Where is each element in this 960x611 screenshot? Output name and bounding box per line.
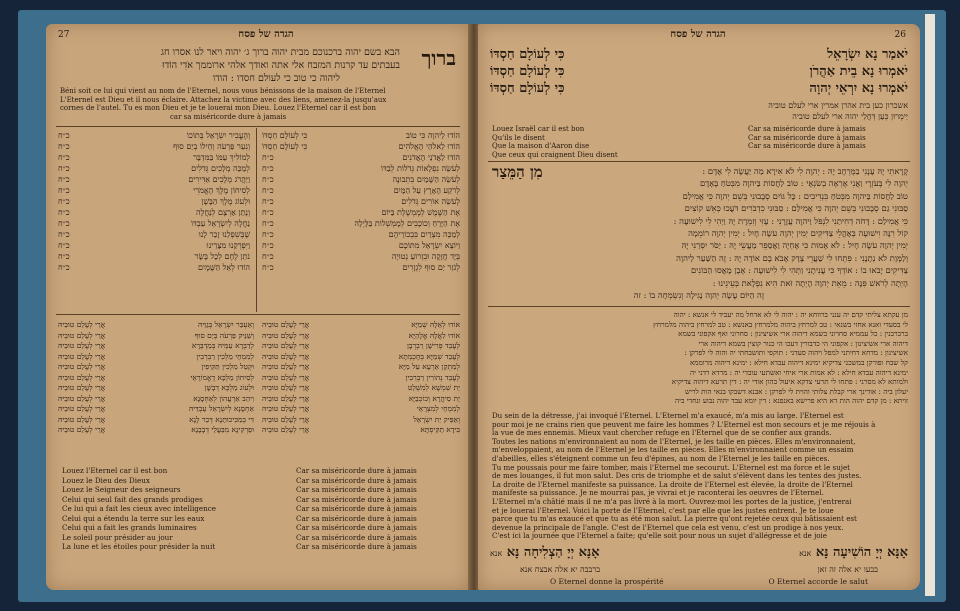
aramaic-line: בִּידָא תַקִּיפְתָּא bbox=[420, 425, 460, 434]
french-line: La lune et les étoiles pour présider la nuit bbox=[62, 542, 216, 551]
hallel-line: לְעֹשֵׂה הַשָּׁמַיִם בִּתְבוּנָה bbox=[392, 175, 460, 184]
french-line: Toutes les nations m'environnaient au nom de l'Eternel, je les taille en pièces. Elles m'environnaient, bbox=[492, 437, 856, 446]
refrain: כִּי לְעוֹלָם חַסְדּוֹ bbox=[490, 47, 565, 62]
french-line: Tu me poussais pour me faire tomber, mais l'Eternel me secourut. L'Eternel est ma force et le sujet bbox=[492, 463, 850, 472]
yomar-line: יֹאמַר נָא יִשְׂרָאֵל bbox=[827, 47, 908, 62]
french-line: pour moi je ne crains rien que peuvent me faire les hommes ? L'Eternel est mon secours et je me réjouis à bbox=[492, 420, 876, 429]
hebrew-line: יְהוָה לִי בְּעֹזְרָי וַאֲנִי אֶרְאֶה בְשֹׂנְאָי : טוֹב לַחֲסוֹת בַּיהוָה מִבְּטֹחַ בָּאָדָם bbox=[699, 178, 908, 189]
french-line: C'est ici la journée que l'Eternel a faite; qu'elle soit pour nous un sujet d'allégresse et de joie bbox=[492, 532, 828, 541]
hallel-line: בְּיָד חֲזָקָה וּבִזְרוֹעַ נְטוּיָה bbox=[391, 252, 460, 261]
aramaic-line: יעלון ביה : אודינך ארי קבלת צלותי והוית לי לפרקן : אבנא דשבקו בנאי הות לריש bbox=[685, 386, 908, 396]
baruch-line: בעבתים עד קרנות המזבח אלי אתה ואודך אלהי ארוממך אֹדִי הוֹדוּ bbox=[162, 60, 400, 71]
french-line: de mes louanges, il fut mon salut. Des cris de triomphe et de salut s'élèvent dans les tentes des justes. bbox=[492, 472, 862, 481]
french-list-left bbox=[62, 466, 262, 552]
french-line: L'Eternel m'a châtié mais il ne m'a pas livré à la mort. Ouvrez-moi les portes de la justice, j'entrerai bbox=[492, 497, 852, 506]
french-line: Louez le Dieu des Dieux bbox=[62, 475, 150, 485]
aramaic-refrain: אֲרֵי לְעָלַם טוּבֵיהּ bbox=[262, 320, 310, 329]
aramaic-refrain: אֲרֵי לְעָלַם טוּבֵיהּ bbox=[58, 383, 106, 392]
refrain-short: כ״ח bbox=[58, 263, 70, 272]
hallel-line: הוֹדוּ לְאֵל הַשָּׁמָיִם bbox=[197, 263, 250, 272]
french-line: Car sa miséricorde dure à jamais bbox=[748, 142, 866, 150]
aramaic-refrain: אֲרֵי לְעָלַם טוּבֵיהּ bbox=[262, 383, 310, 392]
hebrew-line: כִּי אֲמִילַם : דָּחֹה דְחִיתַנִי לִנְפֹּל וַיהוָה עֲזָרָנִי : עָזִּי וְזִמְרָת יָהּ וַיְהִי לִי לִישׁוּעָה : bbox=[673, 215, 908, 226]
refrain-short: כ״ח bbox=[262, 186, 274, 195]
aramaic-refrain: אֲרֵי לְעָלַם טוּבֵיהּ bbox=[58, 425, 106, 434]
rule bbox=[56, 314, 460, 315]
right-page bbox=[478, 24, 920, 590]
aramaic-line: לְמִמְחֵי מַלְכִין רַבְרְבִין bbox=[196, 351, 254, 361]
aramaic-line: אַחְסָנָא לְיִשְׂרָאֵל עַבְדֵּיהּ bbox=[188, 404, 254, 413]
running-head: הגדה של פסח bbox=[238, 29, 294, 40]
aramaic-line: לְמִמְחֵי לְמִצְרָאֵי bbox=[416, 404, 460, 413]
french-line: Celui qui a fait les grands luminaires bbox=[62, 523, 197, 532]
hallel-line: לְמוֹלִיךְ עַמּוֹ בַּמִּדְבָּר bbox=[193, 153, 250, 162]
aramaic-line: אשכרון כען בית אהרן אמרין ארי לעלם טוביה bbox=[768, 101, 908, 110]
hebrew-line: הָיְתָה לְרֹאשׁ פִּנָּה : מֵאֵת יְהוָה הָיְתָה זֹּאת הִיא נִפְלָאת בְּעֵינֵינוּ : bbox=[712, 277, 908, 288]
refrain-short: כ״ח bbox=[262, 197, 274, 206]
hebrew-line: וְלַמָּוֶת לֹא נְתָנָנִי : פִּתְחוּ לִי שַׁעֲרֵי צֶדֶק אָבֹא בָם אוֹדֶה יָהּ : זֶה הַשַּׁעַר לַיהוָה bbox=[676, 252, 908, 263]
refrain: כִּי לְעוֹלָם חַסְדּוֹ bbox=[262, 131, 308, 140]
french-line: d'abeilles, elles s'éteignent comme un feu d'épines, au nom de l'Eternel je les taille en pièces. bbox=[492, 454, 830, 463]
refrain-short: כ״ח bbox=[58, 142, 70, 151]
french-line: devenue la principale de l'angle. C'est de l'Eternel que cela est venu, c'est un prodige à nos yeux. bbox=[492, 523, 844, 532]
french-line: Car sa miséricorde dure à jamais bbox=[296, 532, 417, 542]
aramaic-refrain: אֲרֵי לְעָלַם טוּבֵיהּ bbox=[58, 341, 106, 350]
refrain-short: כ״ח bbox=[58, 175, 70, 184]
french-line: la vue de mes ennemis. Mieux vaut chercher refuge en l'Eternel que de se confier aux grands. bbox=[492, 429, 832, 438]
french-yomar-left bbox=[492, 125, 692, 159]
hebrew-line: סַבּוּנִי גַם סְבָבוּנִי בְּשֵׁם יְהוָה כִּי אֲמִילַם : סַבּוּנִי כִדְבֹרִים דֹּעֲכוּ כְּאֵשׁ קוֹצִים bbox=[684, 203, 908, 214]
french-line: Celui qui seul fait des grands prodiges bbox=[62, 494, 203, 504]
french-line: Car sa miséricorde dure à jamais bbox=[296, 542, 417, 551]
hallel-line: הוֹדוּ לֵאלֹהֵי הָאֱלֹהִים bbox=[398, 142, 460, 151]
page-number: 27 bbox=[58, 30, 70, 40]
hallel-column-b bbox=[58, 130, 250, 273]
hallel-line: לְמַכֵּה מְלָכִים גְּדֹלִים bbox=[191, 164, 250, 173]
aramaic-line: לְסִיחוֹן מַלְכָּא דֶאֱמוֹרָאֵי bbox=[190, 372, 254, 382]
aramaic-line: ולמותא לא מסרני : פתחו לי תרעי צדקא איעול בהון אודי יה : דין תרעא דיהוה צדיקיא bbox=[671, 377, 908, 387]
french-line: O Eternel donne la prospérité bbox=[550, 577, 664, 586]
aramaic-line: אוֹדוּ לַאֲלָהּ אֱלָהַיָּא bbox=[408, 330, 460, 340]
aramaic-line: זויתא : מן קדם יהוה הות דא היא פרישא באנפנא : דין יומא עבד יהוה נבוע ונחדי ביה bbox=[675, 396, 908, 406]
baruch-word: ברוך bbox=[421, 46, 456, 70]
refrain-short: כ״ח bbox=[58, 186, 70, 195]
aramaic-refrain: אֲרֵי לְעָלַם טוּבֵיהּ bbox=[262, 351, 310, 361]
aramaic-line: לי בסעדי ואנא אחזי בשנאי : טב למרחץ ביהוה מלמרחץ באנשא : טב למרחץ ביהוה מלמרחץ bbox=[653, 319, 908, 329]
hallel-line: לְמַכֵּה מִצְרַיִם בִּבְכוֹרֵיהֶם bbox=[388, 230, 460, 239]
french-line: La droite de l'Eternel manifeste sa puissance. La droite de l'Eternel est élevée, la droite de l'Eternel bbox=[492, 480, 853, 489]
aramaic-line: לְדַבְּרָא עַמֵּיהּ בְּמַדְבְּרָא bbox=[191, 341, 254, 350]
aramaic-line: ברבבה יא אלה אבצח אנא bbox=[520, 565, 601, 574]
hallel-line: נַחֲלָה לְיִשְׂרָאֵל עַבְדּוֹ bbox=[190, 219, 250, 228]
french-line: Le soleil pour présider au jour bbox=[62, 532, 173, 542]
french-line: Que ceux qui craignent Dieu disent bbox=[492, 150, 618, 159]
aramaic-refrain: אֲרֵי לְעָלַם טוּבֵיהּ bbox=[262, 425, 310, 434]
french-block bbox=[492, 412, 908, 541]
french-line: Qu'ils le disent bbox=[492, 133, 545, 142]
aramaic-line: לְעָבֵד נְהוֹרִין רַבְרְבִין bbox=[405, 372, 460, 382]
aramaic-line: וְשַׁנֵּיק פַּרְעֹה בְּיַם סוּף bbox=[194, 330, 254, 340]
refrain: כִּי לְעוֹלָם חַסְדּוֹ bbox=[490, 64, 565, 79]
hallel-line: לְרֹקַע הָאָרֶץ עַל הַמָּיִם bbox=[393, 186, 460, 195]
aramaic-line: יֵימְרוּן כְּעַן דְּחֲלֵי יהוה ארי לעלם טוביה bbox=[792, 112, 908, 121]
hallel-column-a bbox=[262, 130, 460, 273]
hallel-line: וַיַּהֲרֹג מְלָכִים אַדִּירִים bbox=[188, 175, 250, 184]
refrain-short: כ״ח bbox=[262, 252, 274, 261]
refrain-short: כ״ח bbox=[262, 241, 274, 250]
refrain-short: כ״ח bbox=[262, 164, 274, 173]
aramaic-refrain: אֲרֵי לְעָלַם טוּבֵיהּ bbox=[262, 372, 310, 382]
hallel-line: לְגֹזֵר יַם סוּף לִגְזָרִים bbox=[402, 263, 460, 272]
refrain-short: כ״ח bbox=[262, 175, 274, 184]
aramaic-line: יַת סִיהֲרָא וְכוֹכְבַיָּא bbox=[408, 393, 460, 403]
rule bbox=[488, 161, 910, 162]
french-line: Car sa miséricorde dure à jamais bbox=[296, 485, 417, 494]
page-edges bbox=[925, 14, 935, 596]
french-line: Du sein de la détresse, j'ai invoqué l'Eternel. L'Eternel m'a exaucé, m'a mis au large. l'Eternel est bbox=[492, 412, 844, 420]
ana-block bbox=[490, 544, 908, 563]
ana-hoshia bbox=[799, 544, 908, 563]
aramaic-line: וּקְטַל מַלְכִין תַּקִּיפִין bbox=[201, 362, 254, 371]
refrain-short: כ״ח bbox=[58, 230, 70, 239]
aramaic-line: וְאַפֵּיק יַת יִשְׂרָאֵל bbox=[413, 414, 460, 424]
refrain-short: כ״ח bbox=[58, 219, 70, 228]
refrain-short: כ״ח bbox=[262, 230, 274, 239]
aramaic-line: ימינא דיהוה עבדא חילא : לא אמות ארי איחי ואשתעי עובדי יה : מרדא רדני יה bbox=[690, 367, 908, 377]
aramaic-yomar bbox=[490, 100, 908, 122]
aramaic-line: מן עקתא צליתי קדם יה ענני ברווחא יה : יהוה לי לא אדחל מה יעביד לי אנשא : יהוה bbox=[673, 310, 908, 319]
min-hametzar-word: מִן הַמֵּצַר bbox=[492, 163, 543, 181]
french-line: Car sa miséricorde dure à jamais bbox=[748, 125, 866, 133]
french-line: Car sa miséricorde dure à jamais bbox=[748, 133, 866, 142]
hallel-line: שֶׁבְּשִׁפְלֵנוּ זָכַר לָנוּ bbox=[198, 230, 250, 239]
baruch-line: הבא בשם יהוה ברכנוכם מבית יהוה ברוך ג׳ יהוה ויאר לנו אסרו חג bbox=[160, 47, 400, 58]
hebrew-line: זֶה הַיּוֹם עָשָׂה יְהוָה נָגִילָה וְנִשְׂמְחָה בוֹ : זה bbox=[633, 290, 765, 301]
ana-repeat: אנא bbox=[490, 549, 503, 558]
hallel-line: לְסִיחוֹן מֶלֶךְ הָאֱמֹרִי bbox=[193, 186, 250, 195]
aramaic-refrain: אֲרֵי לְעָלַם טוּבֵיהּ bbox=[58, 320, 106, 329]
french-line: Car sa miséricorde dure à jamais bbox=[296, 504, 417, 513]
hallel-line: לְעֹשֵׂה נִפְלָאוֹת גְּדֹלוֹת לְבַדּוֹ bbox=[380, 164, 460, 173]
aramaic-line: לְעָבֵד שְׁמַיָּא בְּחָכְמְתָא bbox=[398, 351, 460, 361]
ana-french bbox=[490, 578, 908, 587]
aramaic-refrain: אֲרֵי לְעָלַם טוּבֵיהּ bbox=[58, 372, 106, 382]
hebrew-line: טוֹב לַחֲסוֹת בַּיהוָה מִבְּטֹחַ בִּנְדִיבִים : כָּל גּוֹיִם סְבָבוּנִי בְּשֵׁם יְהוָה כִּי אֲמִילַם bbox=[682, 190, 908, 201]
french-list-right bbox=[296, 466, 456, 552]
french-intro bbox=[60, 87, 456, 121]
aramaic-line: וּלְעוֹג מַלְכָּא דְבָשָׁן bbox=[204, 383, 254, 392]
yomar-line: יֹאמְרוּ נָא יִרְאֵי יְהוָה bbox=[809, 81, 908, 96]
hallel-line: הוֹדוּ לַיהוָה כִּי טוֹב bbox=[405, 131, 460, 140]
hallel-line: וַיּוֹצֵא יִשְׂרָאֵל מִתּוֹכָם bbox=[398, 241, 460, 250]
french-line: Que la maison d'Aaron dise bbox=[492, 142, 590, 150]
hallel-line: וְהֶעֱבִיר יִשְׂרָאֵל בְּתוֹכוֹ bbox=[186, 131, 250, 140]
aramaic-column-a bbox=[262, 320, 460, 436]
french-line: Car sa miséricorde dure à jamais bbox=[296, 475, 417, 485]
french-line: Ce lui qui a fait les cieux avec intelligence bbox=[62, 504, 217, 513]
aramaic-refrain: אֲרֵי לְעָלַם טוּבֵיהּ bbox=[58, 362, 106, 371]
hebrew-line: צַדִּיקִים יָבֹאוּ בוֹ : אוֹדְךָ כִּי עֲנִיתָנִי וַתְּהִי לִי לִישׁוּעָה : אֶבֶן מָאֲסוּ הַבּוֹנִים bbox=[691, 265, 908, 276]
column-divider bbox=[256, 128, 257, 312]
aramaic-line: יַת שִׁמְשָׁא לְמִשְׁלַט bbox=[407, 383, 460, 392]
french-line: et je louerai l'Eternel. Voici la porte de l'Eternel, c'est par elle que les justes entrent. Je te loue bbox=[492, 506, 834, 515]
hallel-line: אֶת הַיָּרֵחַ וְכוֹכָבִים לְמֶמְשְׁלוֹת בַּלָּיְלָה bbox=[354, 219, 460, 228]
refrain-short: כ״ח bbox=[58, 131, 70, 140]
running-head: הגדה של פסח bbox=[670, 29, 726, 40]
aramaic-refrain: אֲרֵי לְעָלַם טוּבֵיהּ bbox=[58, 414, 106, 424]
french-line: parce que tu m'as exaucé et que tu as été mon salut. La pierre qu'ont rejetée ceux qui bâtissaient est bbox=[492, 515, 857, 524]
aramaic-refrain: אֲרֵי לְעָלַם טוּבֵיהּ bbox=[262, 330, 310, 340]
aramaic-refrain: אֲרֵי לְעָלַם טוּבֵיהּ bbox=[58, 404, 106, 413]
ana-line: אָנָּא יְיָ הַצְלִיחָה נָּא bbox=[506, 545, 600, 560]
ana-line: אָנָּא יְיָ הוֹשִׁיעָה נָּא bbox=[815, 545, 908, 560]
refrain: כִּי לְעוֹלָם חַסְדּוֹ bbox=[262, 142, 308, 151]
french-line: car sa miséricorde dure à jamais bbox=[170, 112, 287, 121]
french-line: Car sa miséricorde dure à jamais bbox=[296, 494, 417, 504]
french-line: Louez l'Eternel car il est bon bbox=[62, 466, 168, 475]
refrain-short: כ״ח bbox=[262, 219, 274, 228]
ana-hatzlicha bbox=[490, 544, 600, 563]
hallel-line: נֹתֵן לֶחֶם לְכָל בָּשָׂר bbox=[194, 252, 250, 261]
refrain-short: כ״ח bbox=[58, 252, 70, 261]
aramaic-refrain: אֲרֵי לְעָלַם טוּבֵיהּ bbox=[262, 362, 310, 371]
refrain-short: כ״ח bbox=[262, 208, 274, 217]
hallel-line: וַיִּפְרְקֵנוּ מִצָּרֵינוּ bbox=[206, 241, 250, 250]
hallel-line: וּלְעוֹג מֶלֶךְ הַבָּשָׁן bbox=[201, 197, 250, 206]
french-line: O Eternel accorde le salut bbox=[768, 577, 868, 586]
ana-repeat: אנא bbox=[799, 549, 812, 558]
aramaic-refrain: אֲרֵי לְעָלַם טוּבֵיהּ bbox=[262, 393, 310, 403]
hallel-line: וְנָתַן אַרְצָם לְנַחֲלָה bbox=[196, 208, 250, 217]
yomar-block bbox=[490, 46, 908, 97]
french-line: Celui qui a étendu la terre sur les eaux bbox=[62, 513, 205, 523]
hallel-line: אֶת הַשֶּׁמֶשׁ לְמֶמְשֶׁלֶת בַּיּוֹם bbox=[381, 208, 460, 217]
hebrew-line: יְמִין יְהוָה עֹשָׂה חָיִל : לֹא אָמוּת כִּי אֶחְיֶה וַאֲסַפֵּר מַעֲשֵׂי יָהּ : יַסֹּר יִסְּרַנִּי יָהּ bbox=[681, 240, 908, 251]
refrain-short: כ״ח bbox=[58, 241, 70, 250]
french-line: m'enveloppaient, au nom de l'Eternel je les taille en pièces. Elles m'environnaient comme un essaim bbox=[492, 446, 854, 455]
aramaic-refrain: אֲרֵי לְעָלַם טוּבֵיהּ bbox=[262, 414, 310, 424]
rule bbox=[56, 126, 460, 127]
refrain-short: כ״ח bbox=[58, 164, 70, 173]
aramaic-refrain: אֲרֵי לְעָלַם טוּבֵיהּ bbox=[262, 404, 310, 413]
hallel-line: הוֹדוּ לַאֲדֹנֵי הָאֲדֹנִים bbox=[402, 153, 460, 162]
refrain-short: כ״ח bbox=[58, 197, 70, 206]
baruch-text bbox=[70, 46, 400, 85]
yomar-line: יֹאמְרוּ נָא בֵית אַהֲרֹן bbox=[809, 64, 908, 79]
rule bbox=[488, 306, 910, 307]
french-line: Car sa miséricorde dure à jamais bbox=[296, 523, 417, 532]
aramaic-refrain: אֲרֵי לְעָלַם טוּבֵיהּ bbox=[58, 330, 106, 340]
aramaic-line: ברברבנין : כל עממיא סחרוני בשמא דיהוה ארי אשיצינון : סחרוני ואף אקפוני בשמא bbox=[678, 329, 908, 339]
aramaic-column-b bbox=[58, 320, 254, 436]
refrain-short: כ״ח bbox=[58, 153, 70, 162]
refrain-short: כ״ח bbox=[58, 208, 70, 217]
ana-aramaic bbox=[490, 564, 908, 575]
french-yomar-right bbox=[748, 125, 908, 151]
hebrew-line: קָרָאתִי יָהּ עָנָנִי בַמֶּרְחָב יָהּ : יְהוָה לִי לֹא אִירָא מַה יַּעֲשֶׂה לִי אָדָם : bbox=[702, 166, 908, 176]
refrain-short: כ״ח bbox=[262, 153, 274, 162]
french-line: Car sa miséricorde dure à jamais bbox=[296, 513, 417, 523]
aramaic-line: דִּי בְמַכִּיכוּתַנָא דְּכַר לָנָא bbox=[189, 414, 254, 424]
aramaic-line: וּפַרְקִינָא מִבַּעֲלֵי דְבָבָנָא bbox=[191, 425, 254, 434]
aramaic-line: דיהוה ארי אשיצינון : אקפוני הי כדבורין דעכו הי כנור קוצין בשמא דיהוה ארי bbox=[698, 338, 908, 348]
aramaic-line: לְעָבֵד פְּרִישָׁן רַבְרְבָן bbox=[406, 341, 460, 350]
min-hametzar-text bbox=[490, 165, 908, 301]
page-number: 26 bbox=[894, 30, 906, 40]
french-line: cornes de l'autel. Tu es mon Dieu et je te louerai mon Dieu. Louez l'Eternel car il est bon bbox=[60, 104, 376, 112]
left-page bbox=[46, 24, 470, 590]
aramaic-refrain: אֲרֵי לְעָלַם טוּבֵיהּ bbox=[262, 341, 310, 350]
aramaic-refrain: אֲרֵי לְעָלַם טוּבֵיהּ bbox=[58, 393, 106, 403]
aramaic-line: אוֹדוּ לְאֵלָהּ שְׁמַיָּא bbox=[411, 320, 460, 329]
french-line: Béni soit ce lui qui vient au nom de l'Eternel, nous vous bénissons de la maison de l'Eternel bbox=[60, 87, 386, 95]
hallel-line: לְעֹשֵׂה אוֹרִים גְּדֹלִים bbox=[401, 197, 460, 206]
aramaic-block bbox=[490, 310, 908, 406]
aramaic-refrain: אֲרֵי לְעָלַם טוּבֵיהּ bbox=[58, 351, 106, 361]
french-line: manifeste sa puissance. Je ne mourrai pas, je vivrai et je raconterai les oeuvres de l'Eternel. bbox=[492, 489, 824, 498]
aramaic-line: וִיהַב אַרְעֲהוֹן לְאַחְסָנָא bbox=[193, 393, 254, 403]
french-line: L'Eternel est Dieu et il nous éclaire. Attachez la victime avec des liens, amenez-la jusqu'aux bbox=[60, 95, 387, 104]
french-line: Louez le Seigneur des seigneurs bbox=[62, 485, 181, 494]
aramaic-line: אשיצינון : מדחא דחיתני למפל ויהוה סעדני : תוקפי ותושבחתי יה והוה לי לפרקן : bbox=[684, 348, 908, 358]
refrain-short: כ״ח bbox=[262, 263, 274, 272]
hallel-line: וְנִעֵר פַּרְעֹה וְחֵילוֹ בְיַם סוּף bbox=[173, 142, 250, 151]
french-line: Louez Israël car il est bon bbox=[492, 125, 585, 133]
aramaic-line: קל שבח ופורקן במשכני צדיקיא ימינא דיהוה עבדא חילא : ימינא דיהוה מרוממא bbox=[689, 357, 908, 367]
hebrew-line: קוֹל רִנָּה וִישׁוּעָה בְּאָהֳלֵי צַדִּיקִים יְמִין יְהוָה עֹשָׂה חָיִל : יְמִין יְהוָה רוֹמֵמָה bbox=[688, 228, 908, 239]
aramaic-line: וְאַעְבַּר יִשְׂרָאֵל בְּגַוֵּיהּ bbox=[198, 320, 254, 329]
french-line: Car sa miséricorde dure à jamais bbox=[296, 466, 417, 475]
refrain: כִּי לְעוֹלָם חַסְדּוֹ bbox=[490, 81, 565, 96]
baruch-line: ליהוה כי טוב כי לעולם חסדו : הודו bbox=[212, 73, 340, 84]
aramaic-line: לְמַתְקֵן אַרְעָא עַל מַיָּא bbox=[398, 362, 460, 371]
aramaic-line: בבעו יא אלה זה זאן bbox=[817, 565, 878, 574]
